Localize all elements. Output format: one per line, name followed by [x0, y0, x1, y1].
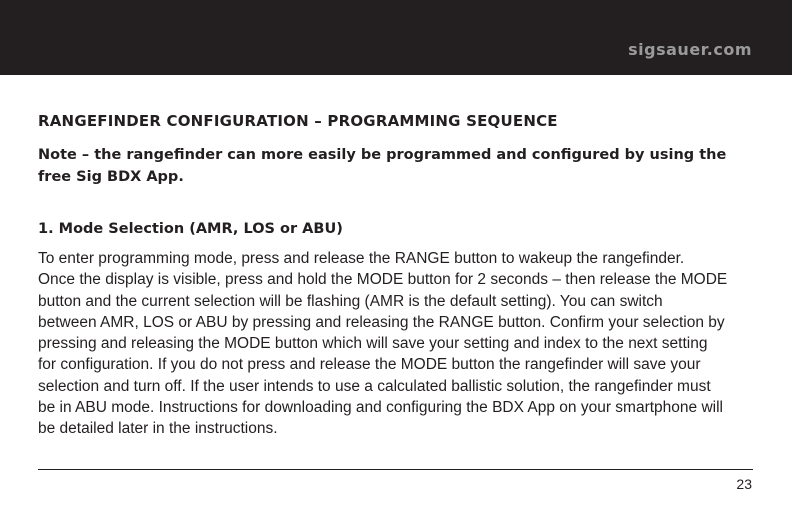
page-number: 23 — [736, 476, 752, 492]
step-body — [38, 248, 758, 440]
body-line: Once the display is visible, press and hold the MODE button for 2 seconds – then release the MODE — [38, 271, 728, 289]
brand-url[interactable]: sigsauer.com — [628, 40, 752, 59]
body-line: To enter programming mode, press and release the RANGE button to wakeup the rangefinder. — [38, 250, 685, 267]
body-line: be detailed later in the instructions. — [38, 420, 278, 438]
body-line: for configuration. If you do not press and release the MODE button the rangefinder will save your — [38, 356, 701, 374]
body-line: selection and turn off. If the user intends to use a calculated ballistic solution, the rangefinder must — [38, 377, 711, 395]
step-heading: 1. Mode Selection (AMR, LOS or ABU) — [38, 221, 343, 237]
body-line: between AMR, LOS or ABU by pressing and releasing the RANGE button. Confirm your selection by — [38, 313, 725, 331]
body-line: button and the current selection will be flashing (AMR is the default setting). You can switch — [38, 292, 663, 310]
section-title: RANGEFINDER CONFIGURATION – PROGRAMMING SEQUENCE — [38, 112, 558, 130]
body-line: be in ABU mode. Instructions for downloading and configuring the BDX App on your smartphone will — [38, 399, 723, 417]
app-note: Note – the rangefinder can more easily be programmed and configured by using the free Sig BDX App. — [38, 147, 727, 185]
body-line: pressing and releasing the MODE button which will save your setting and index to the next setting — [38, 335, 708, 353]
main-content — [38, 112, 758, 440]
footer-divider — [38, 469, 753, 470]
header-band — [0, 0, 792, 75]
